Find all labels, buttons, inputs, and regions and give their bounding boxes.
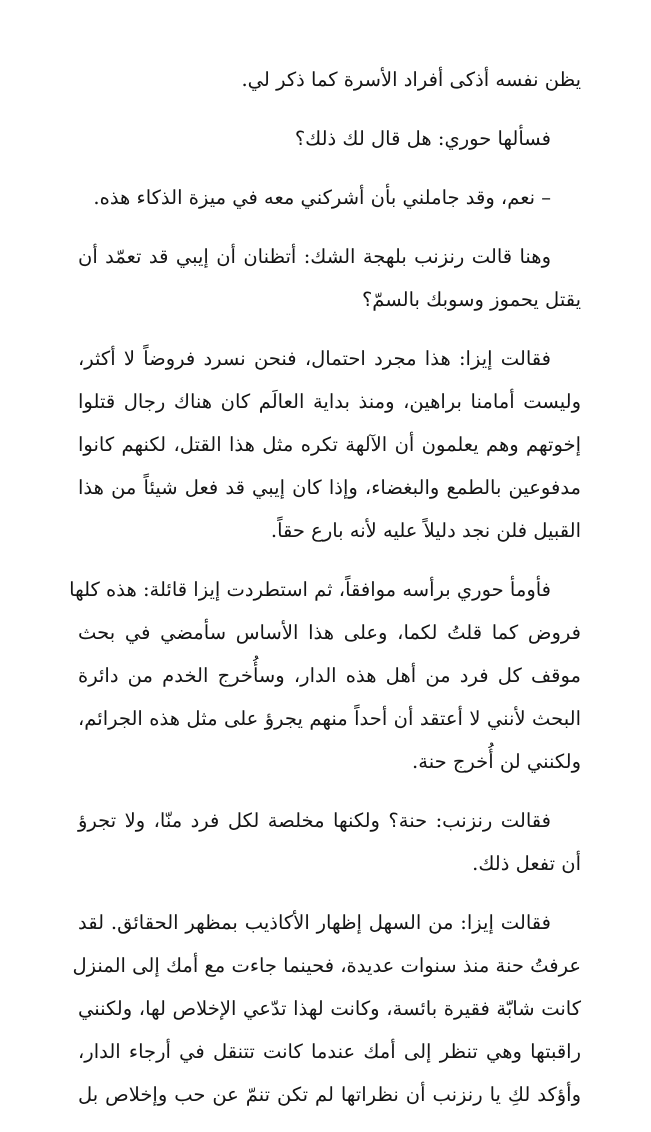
text-line: أن تفعل ذلك. bbox=[472, 852, 581, 875]
paragraph bbox=[78, 337, 581, 552]
text-line: يظن نفسه أذكى أفراد الأسرة كما ذكر لي. bbox=[241, 68, 581, 91]
paragraph bbox=[78, 58, 581, 101]
text-line: فقالت رنزنب: حنة؟ ولكنها مخلصة لكل فرد منّا، ولا تجرؤ bbox=[78, 809, 551, 832]
text-line: وليست أمامنا براهين، ومنذ بداية العالَم كان هناك رجال قتلوا bbox=[78, 390, 581, 413]
book-page bbox=[69, 58, 581, 1132]
text-line: إخوتهم وهم يعلمون أن الآلهة تكره مثل هذا القتل، لكنهم كانوا bbox=[78, 433, 581, 456]
text-line: وأؤكد لكِ يا رنزنب أن نظراتها لم تكن تنمّ عن حب وإخلاص بل bbox=[78, 1083, 581, 1106]
paragraph bbox=[78, 799, 581, 885]
text-line: فقالت إيزا: هذا مجرد احتمال، فنحن نسرد فروضاً لا أكثر، bbox=[78, 347, 551, 370]
text-line: مدفوعين بالطمع والبغضاء، وإذا كان إيبي قد فعل شيئاً من هذا bbox=[78, 476, 581, 499]
paragraph bbox=[72, 901, 581, 1116]
text-line: ولكنني لن أُخرج حنة. bbox=[412, 750, 581, 773]
text-line: عرفتُ حنة منذ سنوات عديدة، فحينما جاءت مع أمك إلى المنزل bbox=[72, 954, 581, 977]
text-line: القبيل فلن نجد دليلاً عليه لأنه بارع حقاً. bbox=[270, 519, 581, 542]
text-line: راقبتها وهي تنظر إلى أمك عندما كانت تتنقل في أرجاء الدار، bbox=[78, 1040, 581, 1063]
text-line: فقالت إيزا: من السهل إظهار الأكاذيب بمظهر الحقائق. لقد bbox=[78, 911, 551, 934]
paragraph bbox=[78, 117, 581, 160]
text-line: البحث لأنني لا أعتقد أن أحداً منهم يجرؤ على مثل هذه الجرائم، bbox=[78, 707, 581, 730]
text-line: كانت شابّة فقيرة بائسة، وكانت لهذا تدّعي الإخلاص لها، ولكنني bbox=[78, 997, 581, 1020]
text-line: وهنا قالت رنزنب بلهجة الشك: أتظنان أن إيبي قد تعمّد أن bbox=[78, 245, 551, 268]
text-line: فروض كما قلتُ لكما، وعلى هذا الأساس سأمضي في بحث bbox=[78, 621, 581, 644]
text-line: فسألها حوري: هل قال لك ذلك؟ bbox=[294, 127, 551, 150]
paragraph bbox=[78, 176, 581, 219]
paragraph bbox=[78, 235, 581, 321]
text-line: فأومأ حوري برأسه موافقاً، ثم استطردت إيزا قائلة: هذه كلها bbox=[69, 578, 551, 601]
text-line: يقتل يحموز وسوبك بالسمّ؟ bbox=[361, 288, 581, 311]
text-line: موقف كل فرد من أهل هذه الدار، وسأُخرج الخدم من دائرة bbox=[78, 664, 581, 687]
text-line: – نعم، وقد جاملني بأن أشركني معه في ميزة الذكاء هذه. bbox=[93, 186, 551, 209]
paragraph bbox=[69, 568, 581, 783]
